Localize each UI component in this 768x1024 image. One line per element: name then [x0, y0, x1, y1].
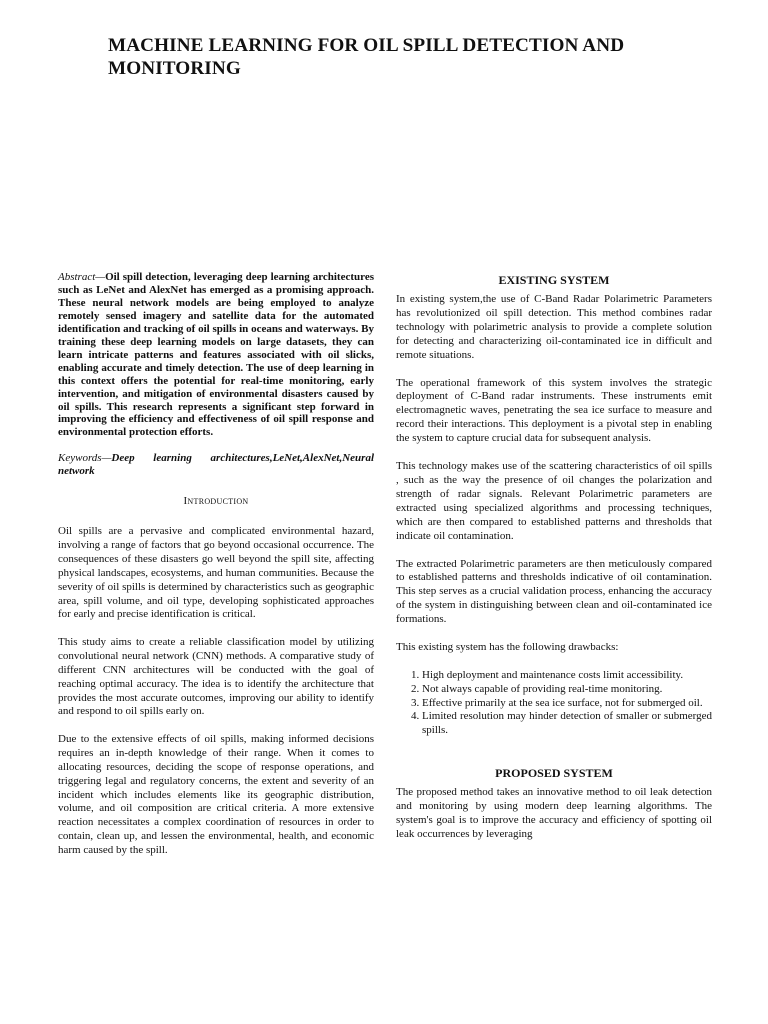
existing-paragraph-4: The extracted Polarimetric parameters are then meticulously compared to established patterns and thresholds indicative of oil contamination. This step serves as a crucial validation process, enhancing the accuracy of the system in distinguishing between clean and oil-contaminated ice formations.: [396, 557, 712, 626]
proposed-system-heading: PROPOSED SYSTEM: [495, 766, 613, 781]
right-column: [396, 273, 712, 856]
intro-paragraph-2: This study aims to create a reliable classification model by utilizing convolutional neural network (CNN) methods. A comparative study of different CNN architectures will be conducted with the goal of reaching optimal accuracy. The idea is to identify the architecture that provides the most accurate outcomes, improving our ability to identify and respond to oil spills early on.: [58, 636, 374, 718]
existing-paragraph-1: In existing system,the use of C-Band Radar Polarimetric Parameters has revolutionized oil spill detection. This method combines radar technology with polarimetric analysis to provide a complete solution for detecting and characterizing oil-contaminated ice in difficult and remote situations.: [396, 293, 712, 361]
introduction-heading: Introduction: [183, 495, 249, 508]
abstract-text: Oil spill detection, leveraging deep learning architectures such as LeNet and AlexNet has emerged as a promising approach. These neural network models are being employed to analyze remotely sensed imagery and satellite data for the automated identification and tracking of oil spills in oceans and waterways. By training these deep learning models on large datasets, they can learn intricate patterns and features associated with oil slicks, enabling accurate and timely detection. The use of deep learning in this context offers the potential for real-time monitoring, early intervention, and mitigation of environmental disasters caused by oil spills. This research represents a significant step forward in improving the efficiency and effectiveness of oil spill response and environmental protection efforts.: [58, 271, 374, 439]
keywords: [58, 452, 374, 478]
intro-paragraph-3: Due to the extensive effects of oil spills, making informed decisions requires an in-depth knowledge of their range. When it comes to allocating resources, deciding the scope of response operations, and triggering legal and regulatory concerns, the extent and severity of an incident which includes elements like its geographic distribution, volume, and oil composition are critical criteria. A more extensive reaction necessitates a complex coordination of resources in order to contain, clean up, and lessen the environmental, health, and economic harm caused by the spill.: [58, 733, 374, 857]
drawbacks-list: [396, 669, 712, 738]
existing-paragraph-5: This existing system has the following drawbacks:: [396, 641, 619, 654]
intro-paragraph-1: Oil spills are a pervasive and complicated environmental hazard, involving a range of factors that go beyond occasional occurrence. The consequences of these disasters go well beyond the spill site, affecting physical landscapes, ecosystems, and human communities. Because the severity of oil spills is determined by characteristics such as geographic area, spill volume, and oil type, developing sophisticated approaches for early and precise identification is critical.: [58, 525, 374, 621]
abstract: [58, 271, 374, 439]
existing-paragraph-3: This technology makes use of the scattering characteristics of oil spills , such as the way the presence of oil changes the polarization and strength of radar signals. Relevant Polarimetric parameters are extracted using specialized algorithms and processing techniques, which are then compared to established patterns and thresholds that indicate oil contamination.: [396, 460, 712, 542]
existing-paragraph-2: The operational framework of this system involves the strategic deployment of C-Band radar instruments. These instruments emit electromagnetic waves, penetrating the sea ice surface to measure and record their interactions. This deployment is a pivotal step in enabling the system to capture crucial data for subsequent analysis.: [396, 376, 712, 445]
list-item: 2. Not always capable of providing real-time monitoring.: [422, 683, 712, 697]
proposed-paragraph-1: The proposed method takes an innovative method to oil leak detection and monitoring by using modern deep learning algorithms. The system's goal is to improve the accuracy and efficiency of spotting oil leak occurrences by leveraging: [396, 786, 712, 840]
keywords-lead: Keywords—: [58, 452, 112, 465]
list-item: 3. Effective primarily at the sea ice surface, not for submerged oil.: [422, 697, 712, 711]
keywords-text: Deep learning architectures,LeNet,AlexNet,Neural network: [58, 452, 374, 478]
list-item: 1. High deployment and maintenance costs limit accessibility.: [422, 669, 712, 683]
abstract-lead: Abstract—: [58, 271, 106, 283]
list-item: 4. Limited resolution may hinder detection of smaller or submerged spills.: [422, 710, 712, 738]
existing-system-heading: EXISTING SYSTEM: [498, 273, 610, 287]
paper-title: MACHINE LEARNING FOR OIL SPILL DETECTION AND MONITORING: [108, 35, 625, 79]
left-column: [58, 271, 374, 872]
